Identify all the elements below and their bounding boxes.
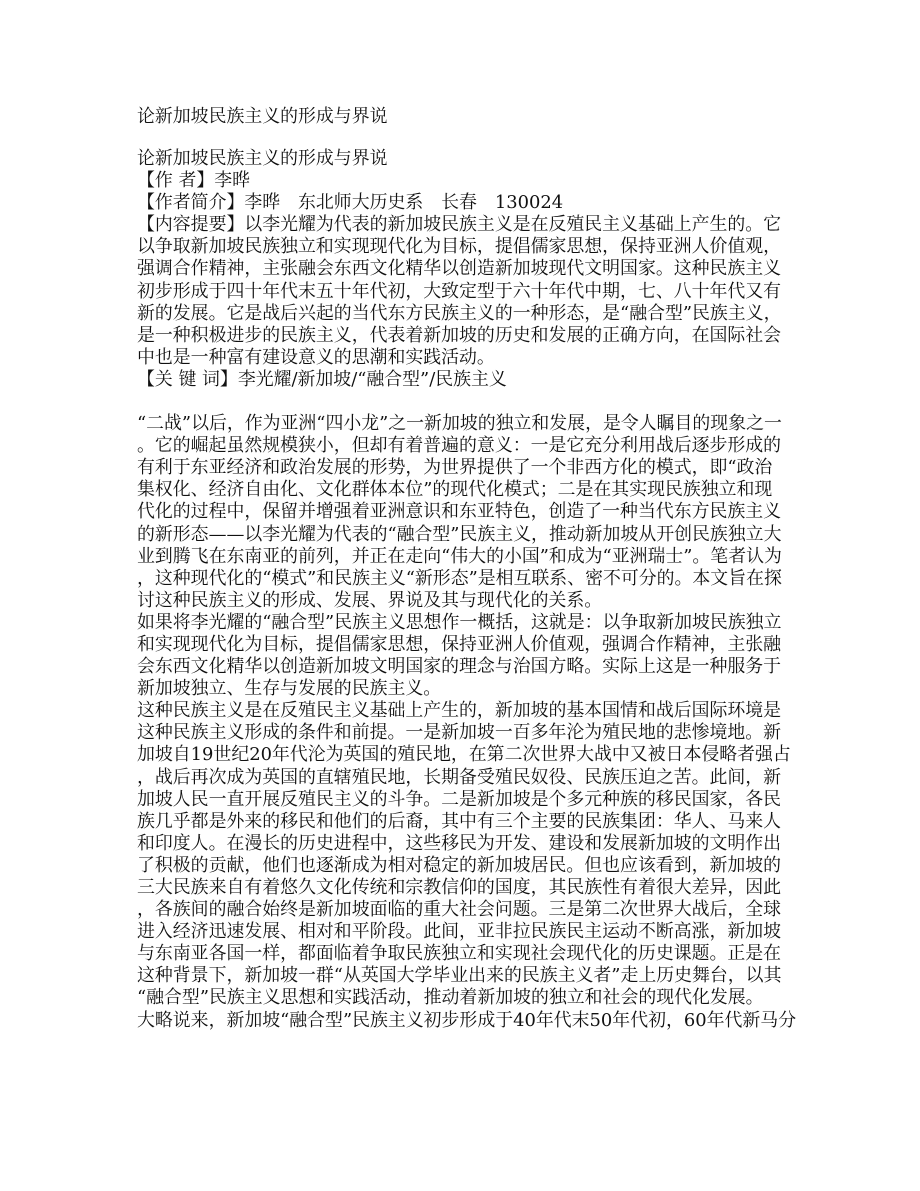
text-line: 这种背景下，新加坡一群“从英国大学毕业出来的民族主义者”走上历史舞台，以其 [137,965,782,987]
text-line: 。它的崛起虽然规模狭小，但却有着普遍的意义：一是它充分利用战后逐步形成的 [137,435,782,457]
text-line: 进入经济迅速发展、相对和平阶段。此间，亚非拉民族民主运动不断高涨，新加坡 [137,921,782,943]
text-line: 代化的过程中，保留并增强着亚洲意识和东亚特色，创造了一种当代东方民族主义 [137,501,782,523]
article-title: 论新加坡民族主义的形成与界说 [137,148,388,169]
paragraph-2 [137,612,787,700]
abstract-line: 是一种积极进步的民族主义，代表着新加坡的历史和发展的正确方向，在国际社会 [137,324,782,346]
text-line: 这种民族主义形成的条件和前提。一是新加坡一百多年沦为殖民地的悲惨境地。新 [137,722,782,744]
text-line: “融合型”民族主义思想和实践活动，推动着新加坡的独立和社会的现代化发展。 [137,987,764,1009]
text-line: 了积极的贡献，他们也逐渐成为相对稳定的新加坡居民。但也应该看到，新加坡的 [137,854,782,876]
page-title: 论新加坡民族主义的形成与界说 [137,106,388,127]
text-line: 和实现现代化为目标，提倡儒家思想，保持亚洲人价值观，强调合作精神，主张融 [137,633,782,655]
abstract-line: 中也是一种富有建设意义的思潮和实践活动。 [137,346,495,368]
paragraph-1 [137,413,787,612]
text-line: 族几乎都是外来的移民和他们的后裔，其中有三个主要的民族集团：华人、马来人 [137,810,782,832]
text-line: 业到腾飞在东南亚的前列，并正在走向“伟大的小国”和成为“亚洲瑞士”。笔者认为 [137,545,782,567]
text-line: 加坡人民一直开展反殖民主义的斗争。二是新加坡是个多元种族的移民国家，各民 [137,788,782,810]
text-line: ，这种现代化的“模式”和民族主义“新形态”是相互联系、密不可分的。本文旨在探 [137,567,782,589]
abstract-line: 强调合作精神，主张融会东西文化精华以创造新加坡现代文明国家。这种民族主义 [137,258,782,280]
paragraph-3 [137,700,791,1009]
abstract-line: 以争取新加坡民族独立和实现现代化为目标，提倡儒家思想，保持亚洲人价值观， [137,236,782,258]
abstract-line: 初步形成于四十年代末五十年代初，大致定型于六十年代中期，七、八十年代又有 [137,280,782,302]
text-line: “二战”以后，作为亚洲“四小龙”之一新加坡的独立和发展，是令人瞩目的现象之一 [137,413,782,435]
text-line: 讨这种民族主义的形成、发展、界说及其与现代化的关系。 [137,589,603,611]
spacer [137,391,787,413]
author-intro: 【作者简介】李晔 东北师大历史系 长春 130024 [137,192,564,214]
abstract [137,214,787,369]
text-line: 集权化、经济自由化、文化群体本位”的现代化模式；二是在其实现民族独立和现 [137,479,773,501]
text-line: 如果将李光耀的“融合型”民族主义思想作一概括，这就是：以争取新加坡民族独立 [137,611,782,633]
text-line: 加坡自19世纪20年代沦为英国的殖民地，在第二次世界大战中又被日本侵略者强占 [137,744,791,766]
abstract-line: 【内容提要】以李光耀为代表的新加坡民族主义是在反殖民主义基础上产生的。它 [137,214,782,236]
text-line: ，各族间的融合始终是新加坡面临的重大社会问题。三是第二次世界大战后，全球 [137,899,782,921]
keywords: 【关 键 词】李光耀/新加坡/“融合型”/民族主义 [137,368,507,390]
abstract-line: 新的发展。它是战后兴起的当代东方民族主义的一种形态，是“融合型”民族主义， [137,302,782,324]
author-line: 【作 者】李晔 [137,170,251,192]
text-line: 有利于东亚经济和政治发展的形势，为世界提供了一个非西方化的模式，即“政治 [137,457,773,479]
paragraph-4 [137,1009,797,1032]
text-line: 大略说来，新加坡“融合型”民族主义初步形成于40年代末50年代初，60年代新马分 [137,1009,797,1031]
text-line: 和印度人。在漫长的历史进程中，这些移民为开发、建设和发展新加坡的文明作出 [137,832,782,854]
text-line: 与东南亚各国一样，都面临着争取民族独立和实现社会现代化的历史课题。正是在 [137,943,782,965]
text-line: 这种民族主义是在反殖民主义基础上产生的，新加坡的基本国情和战后国际环境是 [137,700,782,722]
text-line: 会东西文化精华以创造新加坡文明国家的理念与治国方略。实际上这是一种服务于 [137,656,782,678]
text-line: 三大民族来自有着悠久文化传统和宗教信仰的国度，其民族性有着很大差异，因此 [137,877,782,898]
text-line: 新加坡独立、生存与发展的民族主义。 [137,678,442,700]
text-line: ，战后再次成为英国的直辖殖民地，长期备受殖民奴役、民族压迫之苦。此间，新 [137,766,782,788]
text-line: 的新形态——以李光耀为代表的“融合型”民族主义，推动新加坡从开创民族独立大 [137,523,782,545]
document-page [137,106,797,1032]
